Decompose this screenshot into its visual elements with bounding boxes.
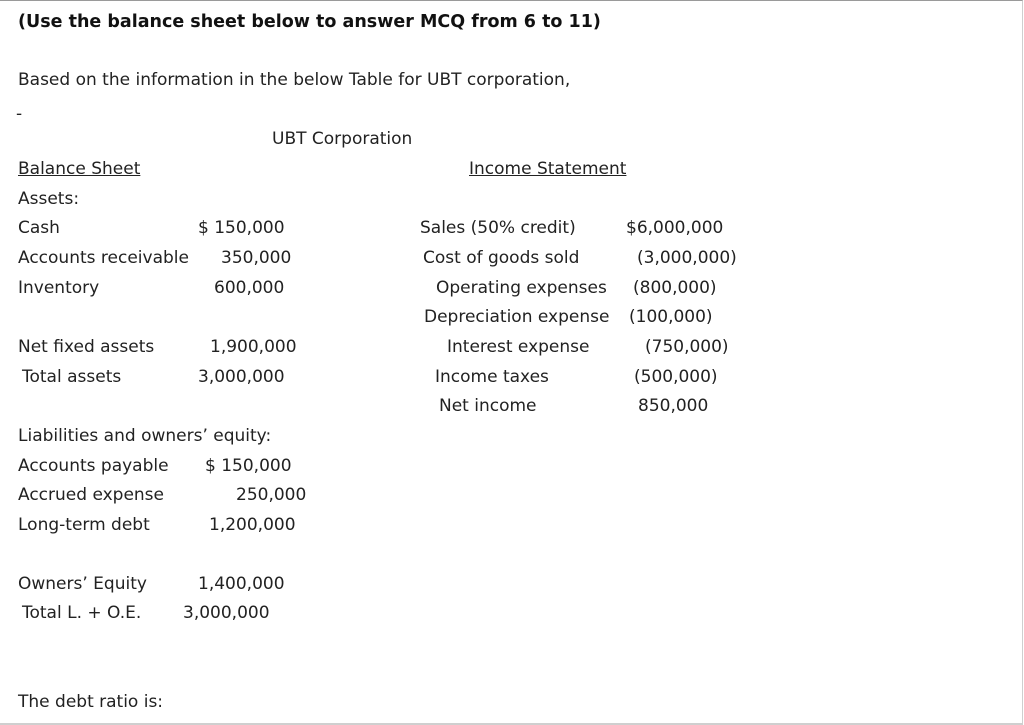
asset-label: Total assets [22,367,122,387]
income-row-value: 850,000 [638,396,709,416]
company-title: UBT Corporation [272,129,413,149]
liability-value: 3,000,000 [183,603,270,623]
income-row-value: (100,000) [629,307,713,327]
asset-value: 3,000,000 [198,367,285,387]
asset-label: Accounts receivable [18,248,189,268]
liability-value: 1,400,000 [198,574,285,594]
asset-label: Inventory [18,278,100,298]
income-row-value: (500,000) [634,367,718,387]
liability-label: Long-term debt [18,515,150,535]
assets-label: Assets: [18,189,80,209]
income-row-value: (3,000,000) [637,248,737,268]
asset-value: 600,000 [214,278,285,298]
income-row-label: Net income [439,396,537,416]
question-text: The debt ratio is: [18,692,164,712]
income-row-value: $6,000,000 [626,218,724,238]
income-statement-title: Income Statement [469,159,627,179]
liabilities-label: Liabilities and owners’ equity: [18,426,272,446]
income-row-label: Sales (50% credit) [420,218,576,238]
asset-value: 350,000 [221,248,292,268]
liability-value: 1,200,000 [209,515,296,535]
balance-sheet-title: Balance Sheet [18,159,141,179]
liability-label: Total L. + O.E. [22,603,142,623]
asset-label: Net fixed assets [18,337,155,357]
liability-label: Accounts payable [18,456,169,476]
liability-label: Accrued expense [18,485,165,505]
liability-value: 250,000 [236,485,307,505]
asset-value: $ 150,000 [198,218,285,238]
income-row-label: Interest expense [447,337,590,357]
liability-label: Owners’ Equity [18,574,147,594]
income-row-label: Depreciation expense [424,307,610,327]
asset-label: Cash [18,218,60,238]
intro-text: Based on the information in the below Table for UBT corporation, [18,70,571,90]
asset-value: 1,900,000 [210,337,297,357]
liability-value: $ 150,000 [205,456,292,476]
income-row-value: (750,000) [645,337,729,357]
dash-mark: - [16,104,23,124]
income-row-label: Cost of goods sold [423,248,580,268]
income-row-label: Income taxes [435,367,549,387]
income-row-label: Operating expenses [436,278,607,298]
income-row-value: (800,000) [633,278,717,298]
question-heading: (Use the balance sheet below to answer MCQ from 6 to 11) [18,12,601,32]
